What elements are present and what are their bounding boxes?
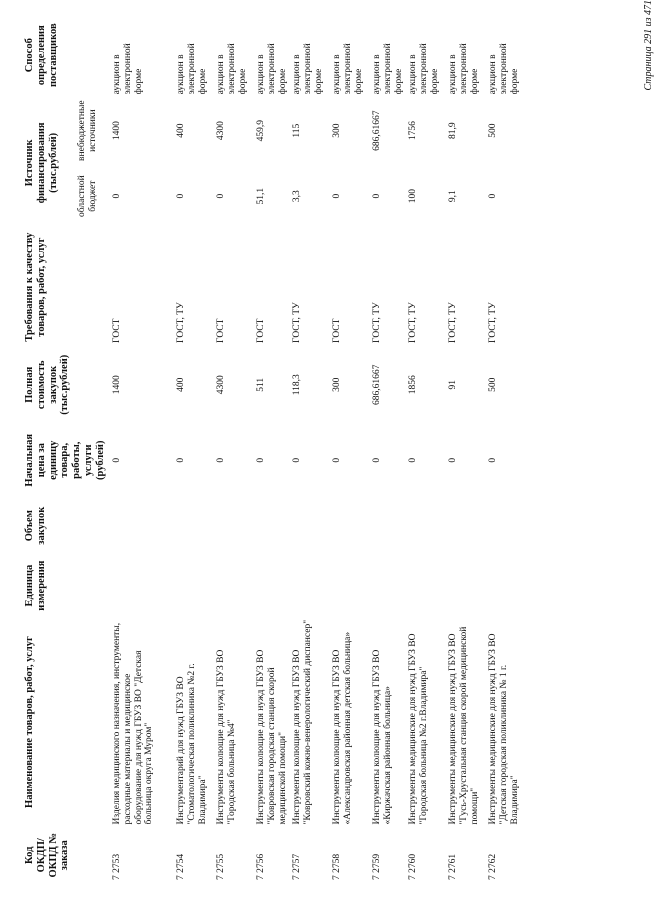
offbudget-cell: 459,9 [256, 119, 267, 142]
unit-cell [110, 555, 174, 617]
quality-cell: ГОСТ [332, 318, 343, 343]
offbudget-cell: 1400 [112, 121, 123, 141]
col-name-header: Наименование товаров, работ, услуг [24, 636, 35, 808]
col-unit-price-header: Начальная цена за единицу товара, работы, услуги (рублей) [24, 433, 106, 487]
unit-cell [446, 555, 486, 617]
unit-cell [174, 555, 214, 617]
order-code: 7 2758 [332, 853, 343, 880]
total-cell: 300 [332, 377, 343, 392]
quality-cell: ГОСТ [112, 318, 123, 343]
quality-cell: ГОСТ [216, 318, 227, 343]
quality-cell: ГОСТ, ТУ [448, 302, 459, 343]
table-row [254, 13, 290, 883]
col-volume-header: Объем закупок [24, 506, 47, 545]
method-cell: аукцион в электронной форме [216, 43, 248, 95]
total-cell: 686,61667 [372, 364, 383, 405]
offbudget-cell: 1756 [408, 121, 419, 141]
unit-price-cell: 0 [292, 457, 303, 463]
item-name: Инструменты медицинские для нужд ГБУЗ ВО "Городская больница №2 г.Владимира" [408, 633, 429, 825]
table-row [486, 13, 526, 883]
unit-cell [254, 555, 290, 617]
method-cell: аукцион в электронной форме [448, 43, 480, 95]
col-quality-header: Требования к качеству товаров, работ, услуг [24, 232, 47, 342]
quality-cell: ГОСТ, ТУ [488, 302, 499, 343]
total-cell: 118,3 [292, 374, 303, 396]
table-row [174, 13, 214, 883]
unit-price-cell: 0 [372, 457, 383, 463]
table-row [290, 13, 330, 883]
item-name: Инструменты колющие для нужд ГБУЗ ВО "Городская больница №4" [216, 649, 237, 825]
item-name: Инструменты колющие для нужд ГБУЗ ВО «Киржачская районная больница» [372, 649, 393, 825]
volume-cell [330, 497, 370, 555]
volume-cell [290, 497, 330, 555]
table-row [214, 13, 254, 883]
offbudget-cell: 400 [176, 123, 187, 138]
order-code: 7 2757 [292, 853, 303, 880]
unit-cell [370, 555, 406, 617]
method-cell: аукцион в электронной форме [488, 43, 520, 95]
order-code: 7 2759 [372, 853, 383, 880]
volume-cell [214, 497, 254, 555]
quality-cell: ГОСТ, ТУ [372, 302, 383, 343]
header-row [22, 13, 74, 883]
total-cell: 500 [488, 377, 499, 392]
quality-cell: ГОСТ, ТУ [408, 302, 419, 343]
offbudget-cell: 300 [332, 123, 343, 138]
order-code: 7 2753 [112, 853, 123, 880]
method-cell: аукцион в электронной форме [292, 43, 324, 95]
col-total-header: Полная стоимость закупок (тыс.рублей) [24, 354, 71, 415]
col-unit-header: Единица измерения [24, 560, 47, 611]
table-row [446, 13, 486, 883]
unit-price-cell: 0 [448, 457, 459, 463]
regional-budget-cell: 100 [408, 189, 419, 204]
method-cell: аукцион в электронной форме [256, 43, 288, 95]
quality-cell: ГОСТ [256, 318, 267, 343]
offbudget-cell: 686,61667 [372, 110, 383, 151]
regional-budget-cell: 51,1 [256, 187, 267, 205]
unit-price-cell: 0 [488, 457, 499, 463]
regional-budget-cell: 0 [488, 193, 499, 199]
volume-cell [254, 497, 290, 555]
order-code: 7 2762 [488, 853, 499, 880]
method-cell: аукцион в электронной форме [332, 43, 364, 95]
unit-price-cell: 0 [216, 457, 227, 463]
method-cell: аукцион в электронной форме [176, 43, 208, 95]
col-funding-regional-header: областной бюджет [77, 175, 98, 217]
item-name: Изделия медицинского назначения, инструменты, расходные материалы и медицинское оборудование для нужд ГБУЗ ВО "Детская больница округа Муром" [112, 622, 155, 825]
quality-cell: ГОСТ, ТУ [292, 302, 303, 343]
table-row [370, 13, 406, 883]
volume-cell [406, 497, 446, 555]
unit-price-cell: 0 [408, 457, 419, 463]
unit-cell [214, 555, 254, 617]
unit-price-cell: 0 [332, 457, 343, 463]
col-code-header: Код ОКДП/ ОКПД № заказа [24, 833, 71, 878]
method-cell: аукцион в электронной форме [112, 43, 144, 95]
item-name: Инструменты медицинские для нужд ГБУЗ ВО "Гусь-Хрустальная станция скорой медицинской помощи" [448, 626, 480, 825]
unit-price-cell: 0 [256, 457, 267, 463]
volume-cell [174, 497, 214, 555]
quality-cell: ГОСТ, ТУ [176, 302, 187, 343]
order-code: 7 2756 [256, 853, 267, 880]
item-name: Инструменты медицинские для нужд ГБУЗ ВО "Детская городская поликлиника № 1 г. Владимира" [488, 633, 520, 825]
procurement-table [22, 13, 526, 883]
regional-budget-cell: 3,3 [292, 190, 303, 203]
order-code: 7 2754 [176, 853, 187, 880]
unit-cell [290, 555, 330, 617]
regional-budget-cell: 0 [112, 193, 123, 199]
unit-cell [406, 555, 446, 617]
page-number: Страница 291 из 471 [643, 0, 654, 91]
order-code: 7 2755 [216, 853, 227, 880]
regional-budget-cell: 0 [372, 193, 383, 199]
total-cell: 511 [256, 377, 267, 392]
method-cell: аукцион в электронной форме [372, 43, 404, 95]
total-cell: 91 [448, 380, 459, 390]
unit-price-cell: 0 [176, 457, 187, 463]
regional-budget-cell: 0 [176, 193, 187, 199]
offbudget-cell: 4300 [216, 121, 227, 141]
col-funding-header: Источник финансирования (тыс.рублей) [24, 122, 59, 204]
unit-cell [486, 555, 526, 617]
unit-cell [330, 555, 370, 617]
item-name: Инструментарий для нужд ГБУЗ ВО "Стоматологическая поликлиника №2 г. Владимира" [176, 663, 208, 825]
volume-cell [446, 497, 486, 555]
item-name: Инструменты колющие для нужд ГБУЗ ВО "Ковровский кожно-венерологический диспансер" [292, 619, 313, 825]
total-cell: 400 [176, 377, 187, 392]
regional-budget-cell: 9,1 [448, 190, 459, 203]
offbudget-cell: 115 [292, 123, 303, 138]
unit-price-cell: 0 [112, 457, 123, 463]
method-cell: аукцион в электронной форме [408, 43, 440, 95]
table-row [110, 13, 174, 883]
item-name: Инструменты колющие для нужд ГБУЗ ВО "Ковровская городская станция скорой медицинской помощи" [256, 649, 288, 825]
volume-cell [486, 497, 526, 555]
table-row [330, 13, 370, 883]
document [22, 13, 526, 883]
order-code: 7 2760 [408, 853, 419, 880]
offbudget-cell: 500 [488, 123, 499, 138]
offbudget-cell: 81,9 [448, 122, 459, 139]
volume-cell [110, 497, 174, 555]
col-method-header: Способ определения поставщиков [24, 23, 59, 88]
total-cell: 1856 [408, 375, 419, 395]
total-cell: 4300 [216, 375, 227, 395]
col-funding-offbudget-header: внебюджетные источники [77, 100, 98, 161]
order-code: 7 2761 [448, 853, 459, 880]
volume-cell [370, 497, 406, 555]
regional-budget-cell: 0 [216, 193, 227, 199]
regional-budget-cell: 0 [332, 193, 343, 199]
item-name: Инструменты колющие для нужд ГБУЗ ВО «Александровская районная детская больница» [332, 631, 353, 825]
total-cell: 1400 [112, 375, 123, 395]
table-row [406, 13, 446, 883]
